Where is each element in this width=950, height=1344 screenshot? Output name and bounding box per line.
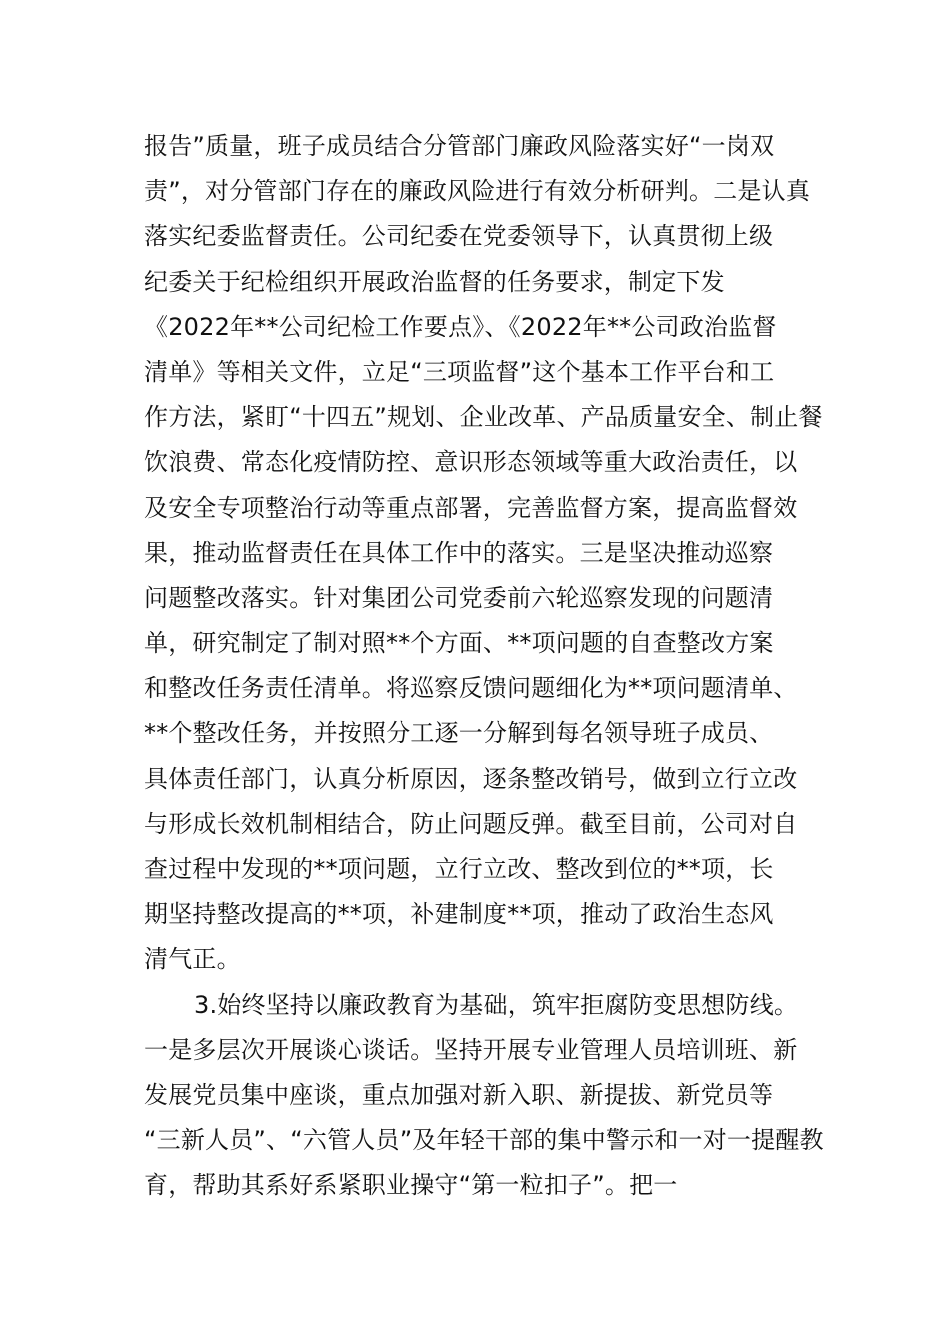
text-line: 和整改任务责任清单。将巡察反馈问题细化为**项问题清单、 — [144, 674, 798, 703]
text-line: 清单》等相关文件，立足“三项监督”这个基本工作平台和工 — [144, 357, 775, 386]
text-line: 与形成长效机制相结合，防止问题反弹。截至目前，公司对自 — [144, 809, 798, 838]
text-line: 查过程中发现的**项问题，立行立改、整改到位的**项，长 — [144, 855, 774, 883]
text-line: 《2022年**公司纪检工作要点》、《2022年**公司政治监督 — [144, 312, 777, 341]
text-line: 报告”质量，班子成员结合分管部门廉政风险落实好“一岗双 — [144, 132, 775, 160]
body-text — [144, 124, 834, 1209]
text-line: “三新人员”、“六管人员”及年轻干部的集中警示和一对一提醒教 — [144, 1126, 824, 1155]
text-line: 及安全专项整治行动等重点部署，完善监督方案，提高监督效 — [144, 493, 798, 522]
text-line: **个整改任务，并按照分工逐一分解到每名领导班子成员、 — [144, 719, 774, 748]
text-line: 饮浪费、常态化疫情防控、意识形态领域等重大政治责任，以 — [144, 448, 798, 477]
text-line: 育，帮助其系好系紧职业操守“第一粒扣子”。把一 — [144, 1171, 678, 1200]
text-line: 问题整改落实。针对集团公司党委前六轮巡察发现的问题清 — [144, 583, 774, 612]
text-line: 责”，对分管部门存在的廉政风险进行有效分析研判。二是认真 — [144, 177, 811, 206]
text-line: 发展党员集中座谈，重点加强对新入职、新提拔、新党员等 — [144, 1080, 774, 1109]
text-line: 作方法，紧盯“十四五”规划、企业改革、产品质量安全、制止餐 — [144, 403, 823, 432]
text-line: 单，研究制定了制对照**个方面、**项问题的自查整改方案 — [144, 629, 774, 658]
text-line: 清气正。 — [144, 945, 241, 974]
text-line: 果，推动监督责任在具体工作中的落实。三是坚决推动巡察 — [144, 538, 774, 567]
section-heading-line: 3.始终坚持以廉政教育为基础，筑牢拒腐防变思想防线。 — [194, 990, 799, 1019]
text-line: 一是多层次开展谈心谈话。坚持开展专业管理人员培训班、新 — [144, 1035, 798, 1064]
text-line: 具体责任部门，认真分析原因，逐条整改销号，做到立行立改 — [144, 764, 798, 793]
text-line: 纪委关于纪检组织开展政治监督的任务要求，制定下发 — [144, 267, 725, 296]
text-line: 落实纪委监督责任。公司纪委在党委领导下，认真贯彻上级 — [144, 222, 774, 251]
text-line: 期坚持整改提高的**项，补建制度**项，推动了政治生态风 — [144, 900, 774, 929]
